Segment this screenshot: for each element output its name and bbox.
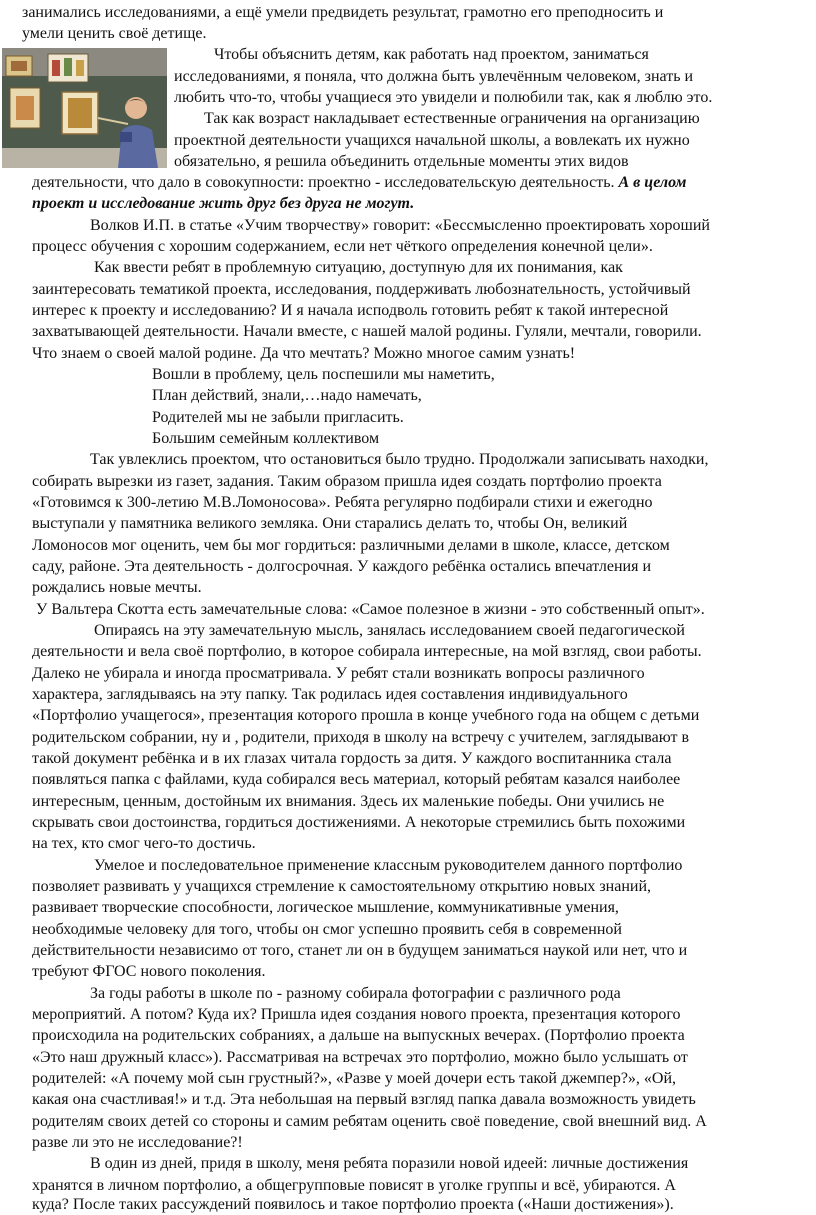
text-line: «Готовимся к 300-летию М.В.Ломоносова». Ребята регулярно подбирали стихи и ежегодно xyxy=(32,494,653,511)
text-line: У Вальтера Скотта есть замечательные слова: «Самое полезное в жизни - это собственный опыт». xyxy=(36,601,705,618)
text-line: занимались исследованиями, а ещё умели предвидеть результат, грамотно его преподносить и xyxy=(22,4,664,21)
text-line-regular: деятельности, что дало в совокупности: проектно - исследовательскую деятельность. xyxy=(32,174,615,191)
text-line: родителям своих детей со стороны и самим ребятам оценить своё поведение, свой внешний вид. А xyxy=(32,1113,707,1130)
poem-line: План действий, знали,…надо намечать, xyxy=(152,387,422,404)
text-line: такой документ ребёнка и в их глазах читала гордость за дитя. У каждого воспитанника стала xyxy=(32,750,672,767)
text-line: деятельности и вела своё портфолио, в которое собирала интересные, на мой взгляд, свои работы. xyxy=(32,643,702,660)
text-line: скрывать свои достоинства, гордиться достижениями. А некоторые стремились быть похожими xyxy=(32,814,686,831)
text-line: исследованиями, я поняла, что должна быть увлечённым человеком, знать и xyxy=(174,68,694,85)
text-line: любить что-то, чтобы учащиеся это увидели и полюбили так, как я люблю это. xyxy=(174,89,713,106)
text-line: интерес к проекту и исследованию? И я начала исподволь готовить ребят к такой интересной xyxy=(32,302,669,319)
poem-line: Вошли в проблему, цель поспешили мы наметить, xyxy=(152,366,495,383)
text-line: родителей: «А почему мой сын грустный?», «Разве у моей дочери есть такой джемпер?», «Ой, xyxy=(32,1070,677,1087)
text-line: собирать вырезки из газет, задания. Таким образом пришла идея создать портфолио проекта xyxy=(32,473,662,490)
text-line: родительском собрании, ну и , родители, приходя в школу на встречу с учителем, заглядывают в xyxy=(32,729,690,746)
text-line: процесс обучения с хорошим содержанием, если нет чёткого определения конечной цели». xyxy=(32,238,653,255)
text-line: обязательно, я решила объединить отдельные моменты этих видов xyxy=(174,153,629,170)
text-line: позволяет развивать у учащихся стремление к самостоятельному открытию новых знаний, xyxy=(32,878,652,895)
text-line: Умелое и последовательное применение классным руководителем данного портфолио xyxy=(94,857,683,874)
text-line: Опираясь на эту замечательную мысль, занялась исследованием своей педагогической xyxy=(94,622,685,639)
text-line: саду, районе. Эта деятельность - долгосрочная. У каждого ребёнка остались впечатления и xyxy=(32,558,652,575)
text-line: захватывающей деятельности. Начали вместе, с нашей малой родины. Гуляли, мечтали, говорили. xyxy=(32,323,702,340)
text-line: выступали у памятника великого земляка. Они старались делать то, чтобы Он, великий xyxy=(32,515,628,532)
text-line: проектной деятельности учащихся начальной школы, а вовлекать их нужно xyxy=(174,132,690,149)
text-line: какая она счастливая!» и т.д. Эта небольшая на первый взгляд папка давала возможность увидеть xyxy=(32,1091,696,1108)
text-line: характера, заглядываясь на эту папку. Так родилась идея составления индивидуального xyxy=(32,686,628,703)
text-line: «Портфолио учащегося», презентация которого прошла в конце учебного года на общем с детьми xyxy=(32,707,700,724)
text-line: разве ли это не исследование?! xyxy=(32,1134,243,1151)
text-line: рождались новые мечты. xyxy=(32,579,202,596)
poem-line: Большим семейным коллективом xyxy=(152,430,380,447)
text-line: заинтересовать тематикой проекта, исследования, поддерживать любознательность, устойчивый xyxy=(32,281,691,298)
text-line: За годы работы в школе по - разному собирала фотографии с различного рода xyxy=(90,985,621,1002)
classroom-photo xyxy=(2,48,167,168)
text-line-emphasis: А в целом xyxy=(618,174,687,191)
text-line: необходимые человеку для того, чтобы он смог успешно проявить себя в современной xyxy=(32,921,622,938)
text-line: Что знаем о своей малой родине. Да что мечтать? Можно многое самим узнать! xyxy=(32,345,576,362)
text-line: Волков И.П. в статье «Учим творчеству» говорит: «Бессмысленно проектировать хороший xyxy=(90,217,710,234)
poem-line: Родителей мы не забыли пригласить. xyxy=(152,409,404,426)
text-line: на тех, кто смог чего-то достичь. xyxy=(32,835,256,852)
text-line: Ломоносов мог оценить, чем бы мог гордиться: различными делами в школе, классе, детском xyxy=(32,537,670,554)
text-line: Как ввести ребят в проблемную ситуацию, доступную для их понимания, как xyxy=(94,259,623,276)
text-line: «Это наш дружный класс»). Рассматривая на встречах это портфолио, можно было услышать от xyxy=(32,1049,688,1066)
text-line: появляться папка с файлами, куда собирался весь материал, который ребятам казался наиболее xyxy=(32,771,681,788)
text-line: Так как возраст накладывает естественные ограничения на организацию xyxy=(204,110,700,127)
text-line: мероприятий. А потом? Куда их? Пришла идея создания нового проекта, презентация которого xyxy=(32,1006,681,1023)
text-line xyxy=(32,172,686,193)
text-line: требуют ФГОС нового поколения. xyxy=(32,963,266,980)
text-line: Далеко не убирала и иногда просматривала. У ребят стали возникать вопросы различного xyxy=(32,665,645,682)
text-line: хранятся в личном портфолио, а общегрупповые повисят в уголке группы и всё, убираются. А xyxy=(32,1177,676,1194)
text-line: куда? После таких рассуждений появилось и такое портфолио проекта («Наши достижения»). xyxy=(32,1196,674,1213)
text-line: Чтобы объяснить детям, как работать над проектом, заниматься xyxy=(214,46,649,63)
text-line-emphasis: проект и исследование жить друг без друга не могут. xyxy=(32,195,415,212)
text-line: развивает творческие способности, логическое мышление, коммуникативные умения, xyxy=(32,899,619,916)
text-line: Так увлеклись проектом, что остановиться было трудно. Продолжали записывать находки, xyxy=(90,451,709,468)
text-line: умели ценить своё детище. xyxy=(22,25,207,42)
text-line: интересным, ценным, достойным их внимания. Здесь их маленькие победы. Они учились не xyxy=(32,793,665,810)
text-line: В один из дней, придя в школу, меня ребята поразили новой идеей: личные достижения xyxy=(90,1155,689,1172)
text-line: действительности независимо от того, станет ли он в будущем заниматься наукой или нет, что и xyxy=(32,942,688,959)
text-line: происходила на родительских собраниях, а дальше на выпускных вечерах. (Портфолио проекта xyxy=(32,1027,685,1044)
classroom-photo-illustration xyxy=(2,48,167,168)
